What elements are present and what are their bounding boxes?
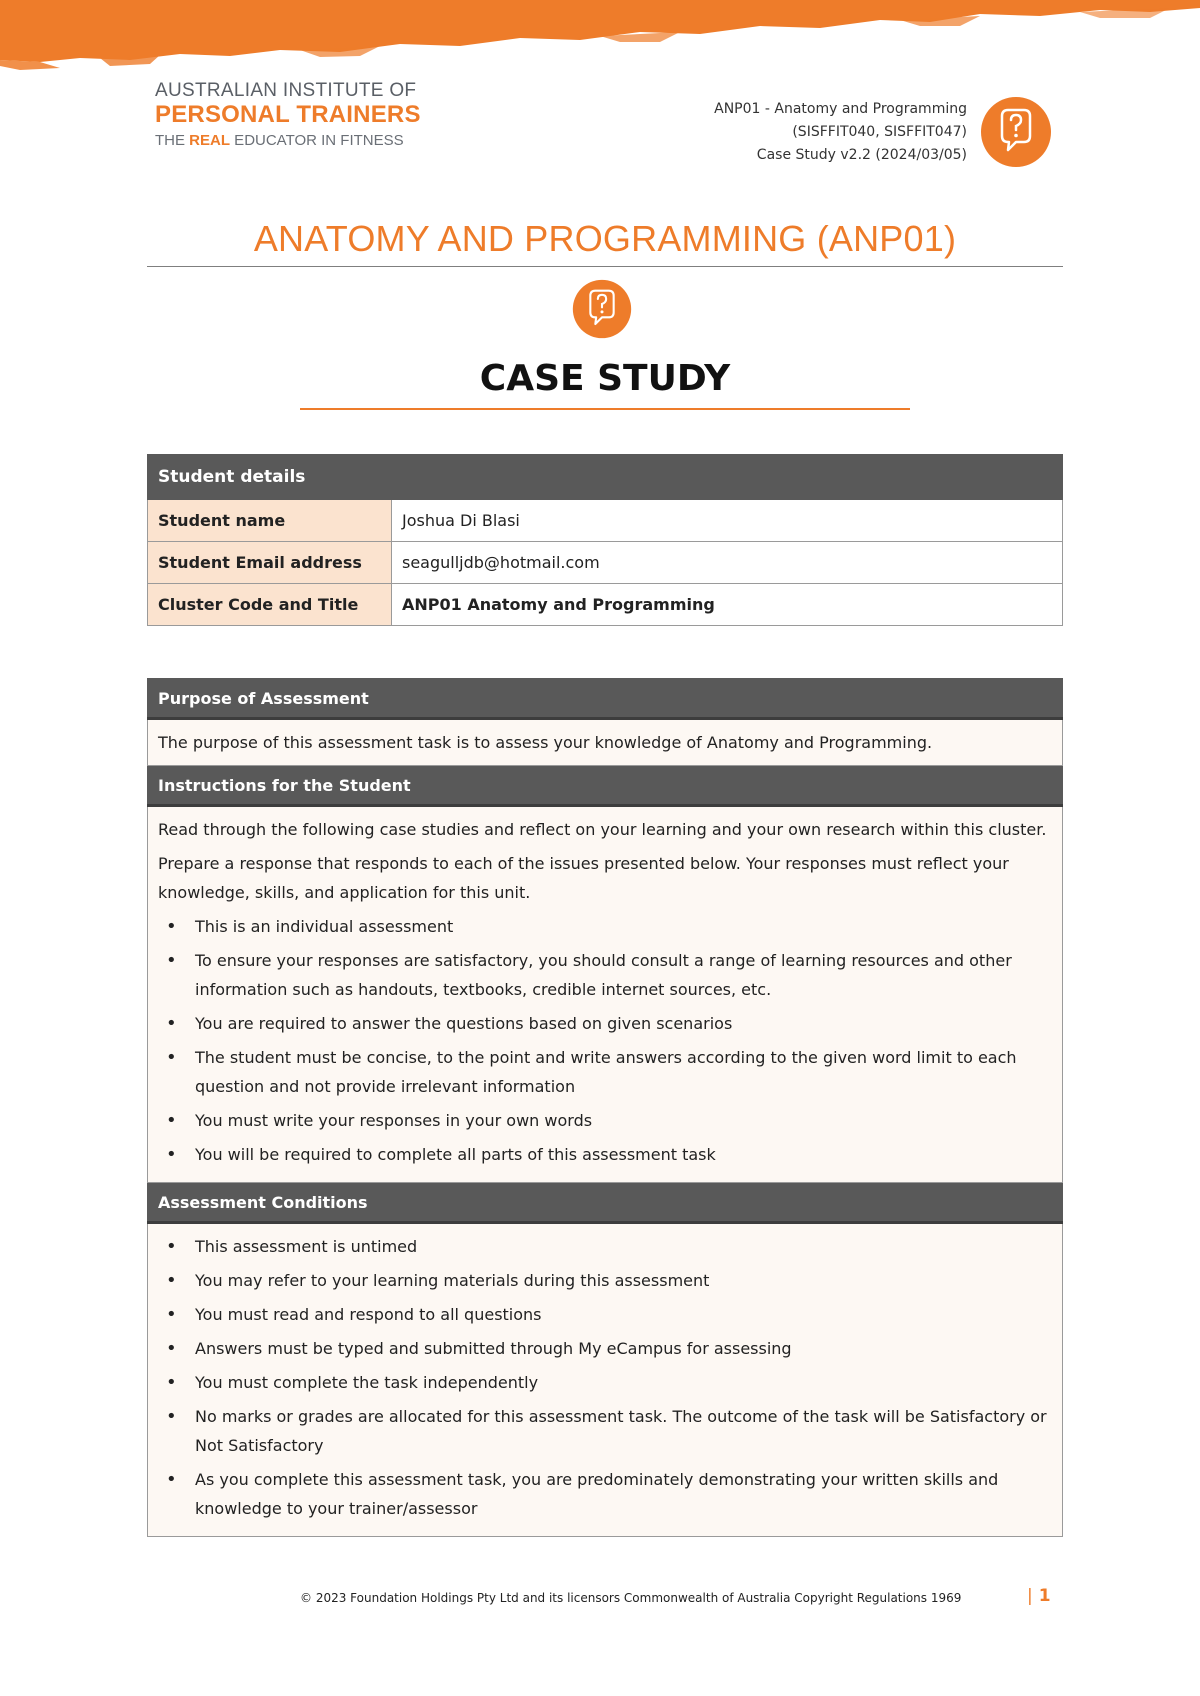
logo-tagline-accent: REAL (189, 132, 231, 149)
conditions-list (158, 1232, 1052, 1523)
document-meta (714, 98, 967, 167)
logo-line-2: PERSONAL TRAINERS (155, 101, 421, 128)
copyright-footer: © 2023 Foundation Holdings Pty Ltd and its licensors Commonwealth of Australia Copyright Regulations 1969 (300, 1591, 962, 1605)
list-item: • To ensure your responses are satisfactory, you should consult a range of learning resources and other information such as handouts, textbooks, credible internet sources, etc. (158, 946, 1052, 1004)
purpose-text: The purpose of this assessment task is to assess your knowledge of Anatomy and Programming. (148, 719, 1063, 766)
page-separator: | (1027, 1586, 1033, 1606)
list-item: • No marks or grades are allocated for this assessment task. The outcome of the task will be Satisfactory or Not Satisfactory (158, 1402, 1052, 1460)
logo-tagline-post: EDUCATOR IN FITNESS (230, 132, 404, 149)
subtitle-divider (300, 408, 910, 410)
logo-tagline (155, 130, 455, 152)
page-title: ANATOMY AND PROGRAMMING (ANP01) (253, 218, 957, 259)
aipt-logo (155, 80, 455, 152)
purpose-header: Purpose of Assessment (148, 679, 1063, 719)
instructions-list (158, 912, 1052, 1169)
logo-tagline-pre: THE (155, 132, 190, 149)
instructions-para-2: Prepare a response that responds to each of the issues presented below. Your responses must reflect your knowledge, skills, and application for this unit. (158, 854, 1009, 902)
student-details-header: Student details (148, 455, 1063, 500)
instructions-body (148, 806, 1063, 1183)
table-row (148, 500, 1063, 542)
logo-line-1: AUSTRALIAN INSTITUTE OF (155, 80, 417, 101)
list-item: • You must complete the task independently (158, 1368, 1052, 1397)
list-item: • Answers must be typed and submitted through My eCampus for assessing (158, 1334, 1052, 1363)
meta-codes: (SISFFIT040, SISFFIT047) (792, 124, 967, 140)
list-item: • You may refer to your learning materials during this assessment (158, 1266, 1052, 1295)
instructions-header: Instructions for the Student (148, 766, 1063, 806)
list-item: • As you complete this assessment task, you are predominately demonstrating your written skills and knowledge to your trainer/assessor (158, 1465, 1052, 1523)
conditions-header: Assessment Conditions (148, 1183, 1063, 1223)
question-bubble-icon (980, 96, 1052, 168)
list-item: • You must write your responses in your own words (158, 1106, 1052, 1135)
list-item: • You are required to answer the questions based on given scenarios (158, 1009, 1052, 1038)
table-row (148, 584, 1063, 626)
assessment-info-table (147, 678, 1063, 1537)
page-number-value: 1 (1038, 1586, 1051, 1606)
meta-unit: ANP01 - Anatomy and Programming (714, 101, 967, 117)
student-name-label: Student name (148, 500, 392, 542)
student-details-table (147, 454, 1063, 626)
cluster-value[interactable]: ANP01 Anatomy and Programming (392, 584, 1063, 626)
table-row (148, 542, 1063, 584)
page-subtitle: CASE STUDY (479, 358, 731, 399)
instructions-para-1: Read through the following case studies and reflect on your learning and your own research within this cluster. (158, 820, 1047, 839)
title-divider (147, 266, 1063, 267)
student-name-value[interactable]: Joshua Di Blasi (392, 500, 1063, 542)
student-email-label: Student Email address (148, 542, 392, 584)
header-brush-stroke (0, 0, 1200, 80)
list-item: • You will be required to complete all parts of this assessment task (158, 1140, 1052, 1169)
page-number (1027, 1586, 1051, 1606)
conditions-body (148, 1223, 1063, 1537)
list-item: • The student must be concise, to the point and write answers according to the given word limit to each question and not provide irrelevant information (158, 1043, 1052, 1101)
question-bubble-icon (572, 279, 632, 339)
cluster-label: Cluster Code and Title (148, 584, 392, 626)
list-item: • This is an individual assessment (158, 912, 1052, 941)
list-item: • You must read and respond to all questions (158, 1300, 1052, 1329)
list-item: • This assessment is untimed (158, 1232, 1052, 1261)
meta-version: Case Study v2.2 (2024/03/05) (756, 147, 967, 163)
student-email-value[interactable]: seagulljdb@hotmail.com (392, 542, 1063, 584)
